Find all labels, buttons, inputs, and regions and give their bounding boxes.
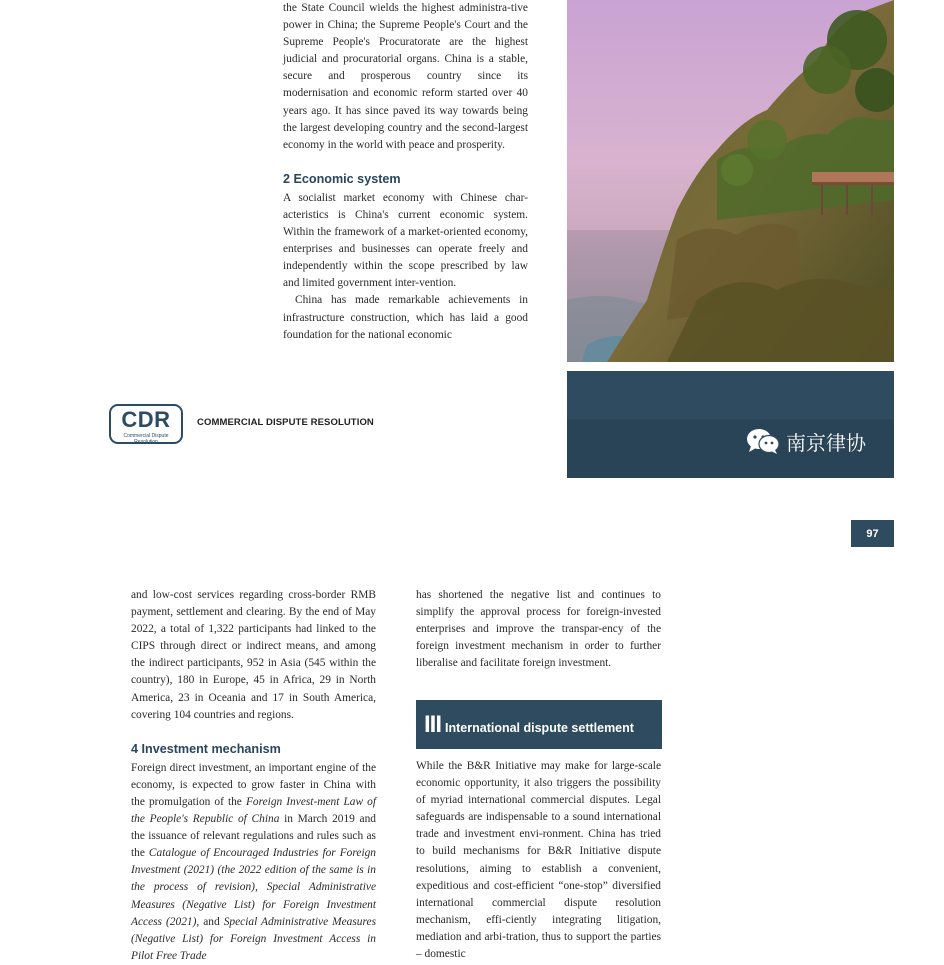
- investment-text-c: in March 2019 and the issuance of relevant regulations and rules such as the: [131, 813, 376, 860]
- section-heading-international-dispute: [416, 700, 662, 749]
- investment-text-e: and: [199, 915, 224, 928]
- logo-mark: CDR: [121, 407, 171, 432]
- caption-box: [567, 371, 894, 478]
- dispute-paragraph: While the B&R Initiative may make for large-scale economic opportunity, it also triggers the possibility of myriad international commercial disputes. Legal safeguards are indispensable to a sound international trade and investment envi-ronment. China has tried to build mechanisms for B&R Initiative dispute resolutions, aiming to establish a convenient, expeditious and cost-efficient “one-stop” diversified international commercial dispute resolution mechanism, effi-ciently integrating litigation, mediation and arbi-tration, thus to support the parties – domestic: [416, 760, 661, 961]
- wechat-watermark: [746, 426, 866, 456]
- investment-text-a: Foreign direct investment, an important engine of the economy, is expected to grow faster in China with the promulgation of the: [131, 761, 376, 808]
- economic-paragraph-2: China has made remarkable achievements in infrastructure construction, which has laid a good foundation for the national economic: [283, 294, 528, 341]
- economic-paragraph-1: A socialist market economy with Chinese char-acteristics is China's current economic system. Within the framework of a market-oriented economy, enterprises and businesses can operate freely and independently within the scope prescribed by law and limited government inter-vention.: [283, 191, 528, 290]
- cdr-logo: [109, 404, 183, 444]
- section-roman-numeral: III: [424, 710, 442, 738]
- section-title: International dispute settlement: [445, 720, 634, 735]
- section-heading-economic-system: 2 Economic system: [283, 171, 401, 186]
- left-text-column: [131, 587, 376, 965]
- right-text-column: [416, 587, 661, 672]
- catalogue-title: Catalogue of Encouraged Industries for Foreign Investment (2021) (the 2022 edition of the same is in the process of revision), Special Administrative Measures (Negative List) for Foreign Investment Access (2021),: [131, 847, 376, 928]
- foreign-investment-law-title: Foreign Invest-ment Law of the People's Republic of China: [131, 795, 377, 826]
- pilot-ftz-measures-title: Special Administrative Measures (Negative List) for Foreign Investment Access in Pilot Free Trade: [131, 915, 377, 962]
- wechat-icon: [746, 428, 780, 454]
- right-text-column-lower: [416, 758, 661, 963]
- top-paragraph-1: the State Council wields the highest administra-tive power in China; the Supreme People's Court and the Supreme People's Procuratorate are the highest judicial and procuratorial organs. China is a stable, secure and prosperous country since its modernisation and economic reform started over 40 years ago. It has since paved its way towards being the largest developing country and the second-largest economy in the world with peace and prosperity.: [283, 2, 528, 151]
- section-heading-investment-mechanism: 4 Investment mechanism: [131, 741, 281, 756]
- top-text-column: [283, 0, 528, 344]
- cips-paragraph: and low-cost services regarding cross-border RMB payment, settlement and clearing. By the end of May 2022, a total of 1,322 participants had linked to the CIPS through direct or indirect means, and among the indirect participants, 952 in Asia (545 within the country), 180 in Europe, 45 in Africa, 29 in North America, 23 in Oceania and 17 in South America, covering 104 countries and regions.: [131, 589, 376, 721]
- brand-name: COMMERCIAL DISPUTE RESOLUTION: [197, 417, 374, 428]
- investment-paragraph: [131, 760, 376, 965]
- page-number: 97: [851, 520, 894, 547]
- negative-list-paragraph: has shortened the negative list and continues to simplify the approval process for foreign-invested enterprises and improve the transpar-ency of the foreign investment mechanism in order to further liberalise and facilitate foreign investment.: [416, 589, 661, 670]
- logo-tagline: Commercial Dispute Resolution: [123, 433, 169, 445]
- cliff-landscape-photo: [567, 0, 894, 362]
- wechat-account-name: 南京律协: [786, 430, 866, 455]
